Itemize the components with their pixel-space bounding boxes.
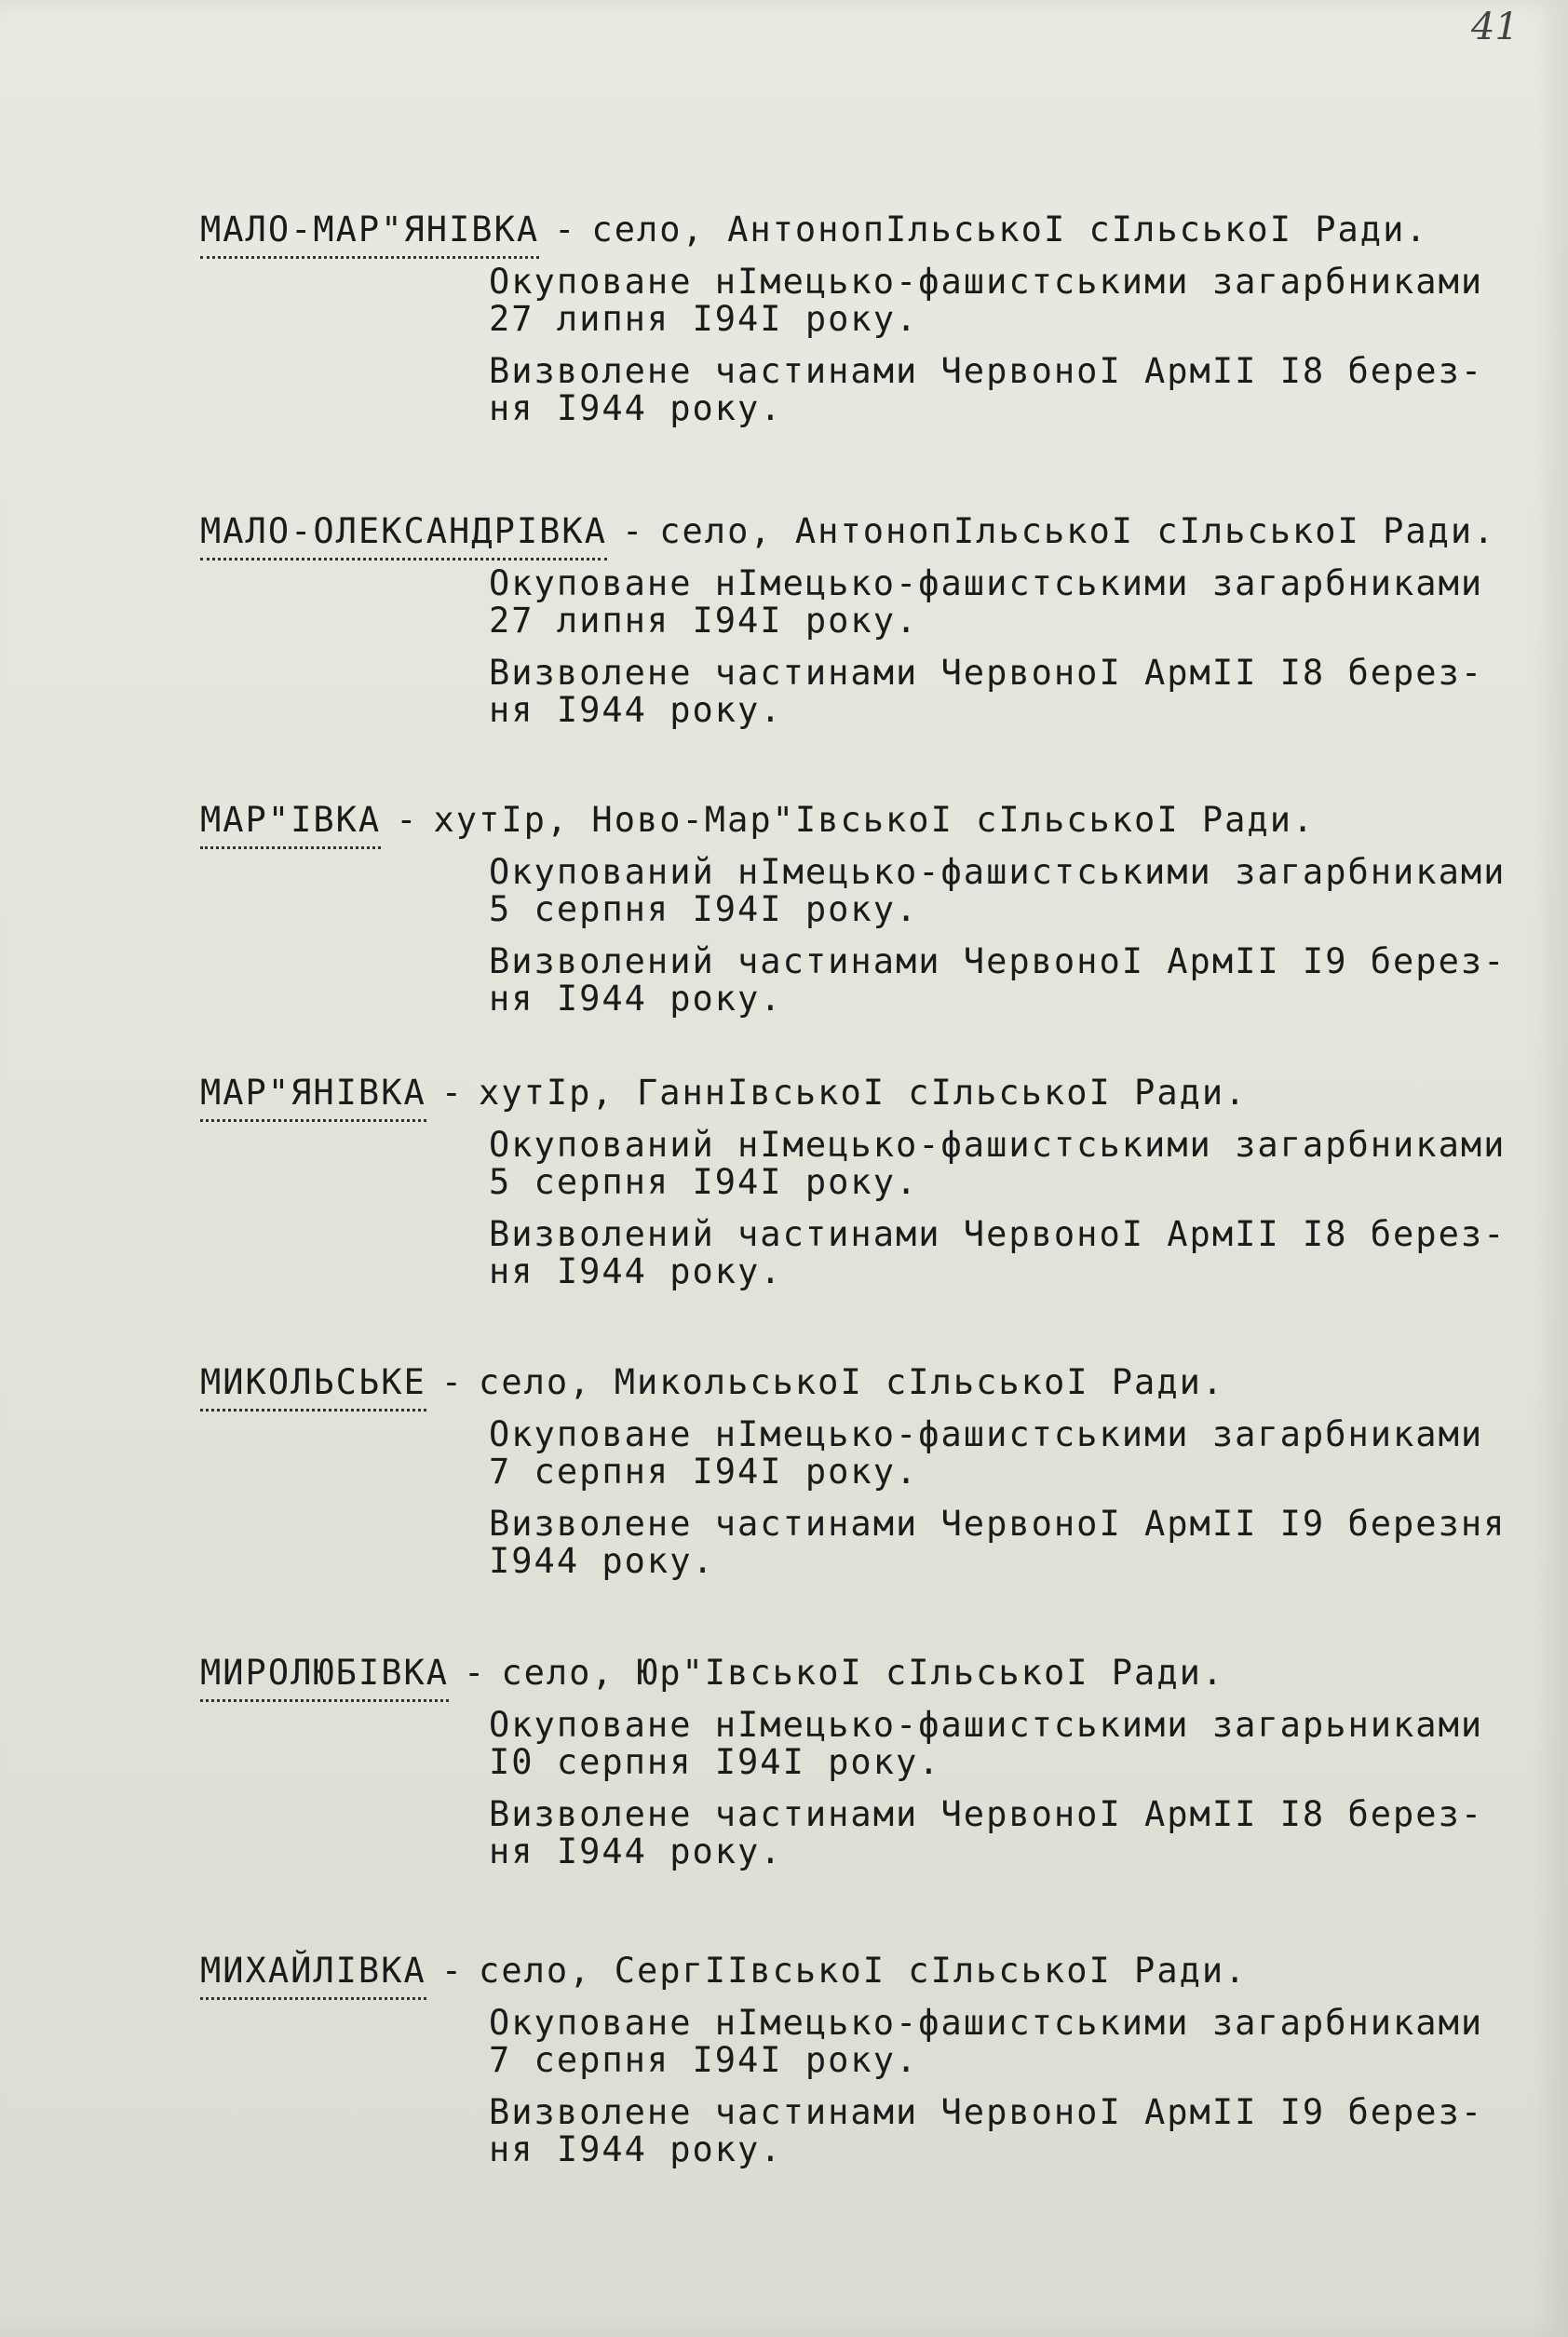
liberation-line-1: Визволене частинами ЧервоноІ АрмІІ І9 берез- [489,2092,1484,2132]
entry-name: МАЛО-МАР"ЯНІВКА [200,212,539,259]
entry-name: МИХАЙЛІВКА [200,1953,426,2000]
entry-description: хутІр, ГаннІвськоІ сІльськоІ Ради. [479,1073,1248,1113]
entry-dash: - [464,1653,487,1693]
occupation-line-1: Окуповане нІмецько-фашистськими загарбниками [489,563,1484,603]
entry-heading [200,1075,1247,1122]
entry-heading [200,1953,1247,2000]
entry-description: село, АнтонопІльськоІ сІльськоІ Ради. [659,511,1496,551]
entry-dash: - [554,209,577,250]
entry-description: хутІр, Ново-Мар"ІвськоІ сІльськоІ Ради. [433,800,1316,840]
liberation-line-2: ня І944 року. [489,2129,783,2169]
page-number: 41 [1471,6,1519,48]
entry-dash: - [621,511,645,551]
liberation-line-2: ня І944 року. [489,979,783,1019]
occupation-line-1: Окуповане нІмецько-фашистськими загарбниками [489,2003,1484,2043]
entry-name: МИРОЛЮБІВКА [200,1655,449,1702]
entry-name: МАР"ЯНІВКА [200,1075,426,1122]
liberation-line-1: Визволене частинами ЧервоноІ АрмІІ І9 березня [489,1504,1507,1544]
liberation-line-2: ня І944 року. [489,690,783,730]
entry-name: МАЛО-ОЛЕКСАНДРІВКА [200,514,607,561]
liberation-line-1: Визволений частинами ЧервоноІ АрмІІ І8 берез- [489,1214,1507,1254]
liberation-line-1: Визволене частинами ЧервоноІ АрмІІ І8 берез- [489,351,1484,391]
occupation-line-1: Окуповане нІмецько-фашистськими загарьниками [489,1705,1484,1745]
entry-heading [200,800,1316,849]
liberation-line-2: ня І944 року. [489,1251,783,1291]
liberation-line-2: ня І944 року. [489,1831,783,1871]
occupation-line-2: 27 липня І94І року. [489,299,919,339]
occupation-line-1: Окупований нІмецько-фашистськими загарбниками [489,852,1507,892]
entry-dash: - [440,1362,465,1402]
occupation-line-2: 7 серпня І94І року. [489,1452,919,1492]
entry-name: МАР"ІВКА [200,803,381,849]
liberation-line-2: І944 року. [489,1541,715,1581]
liberation-line-1: Визволене частинами ЧервоноІ АрмІІ І8 берез- [489,653,1484,693]
entry-dash: - [396,800,419,840]
liberation-line-1: Визволений частинами ЧервоноІ АрмІІ І9 берез- [489,941,1507,981]
entry-description: село, СергІІвськоІ сІльськоІ Ради. [479,1951,1248,1991]
entry-heading [200,1362,1225,1412]
occupation-line-2: І0 серпня І94І року. [489,1742,941,1782]
occupation-line-1: Окупований нІмецько-фашистськими загарбниками [489,1125,1507,1165]
occupation-line-1: Окуповане нІмецько-фашистськими загарбниками [489,262,1484,302]
entry-dash: - [440,1073,465,1113]
entry-heading [200,511,1496,561]
occupation-line-1: Окуповане нІмецько-фашистськими загарбниками [489,1414,1484,1454]
liberation-line-2: ня І944 року. [489,388,783,428]
entry-description: село, АнтонопІльськоІ сІльськоІ Ради. [591,209,1428,250]
occupation-line-2: 5 серпня І94І року. [489,889,919,929]
entry-dash: - [440,1951,465,1991]
entry-description: село, Юр"ІвськоІ сІльськоІ Ради. [501,1653,1225,1693]
liberation-line-1: Визволене частинами ЧервоноІ АрмІІ І8 берез- [489,1794,1484,1834]
occupation-line-2: 7 серпня І94І року. [489,2040,919,2080]
entry-heading [200,209,1428,259]
occupation-line-2: 5 серпня І94І року. [489,1162,919,1202]
entry-description: село, МикольськоІ сІльськоІ Ради. [479,1362,1225,1402]
entry-name: МИКОЛЬСЬКЕ [200,1365,426,1412]
occupation-line-2: 27 липня І94І року. [489,601,919,641]
entry-heading [200,1655,1224,1702]
